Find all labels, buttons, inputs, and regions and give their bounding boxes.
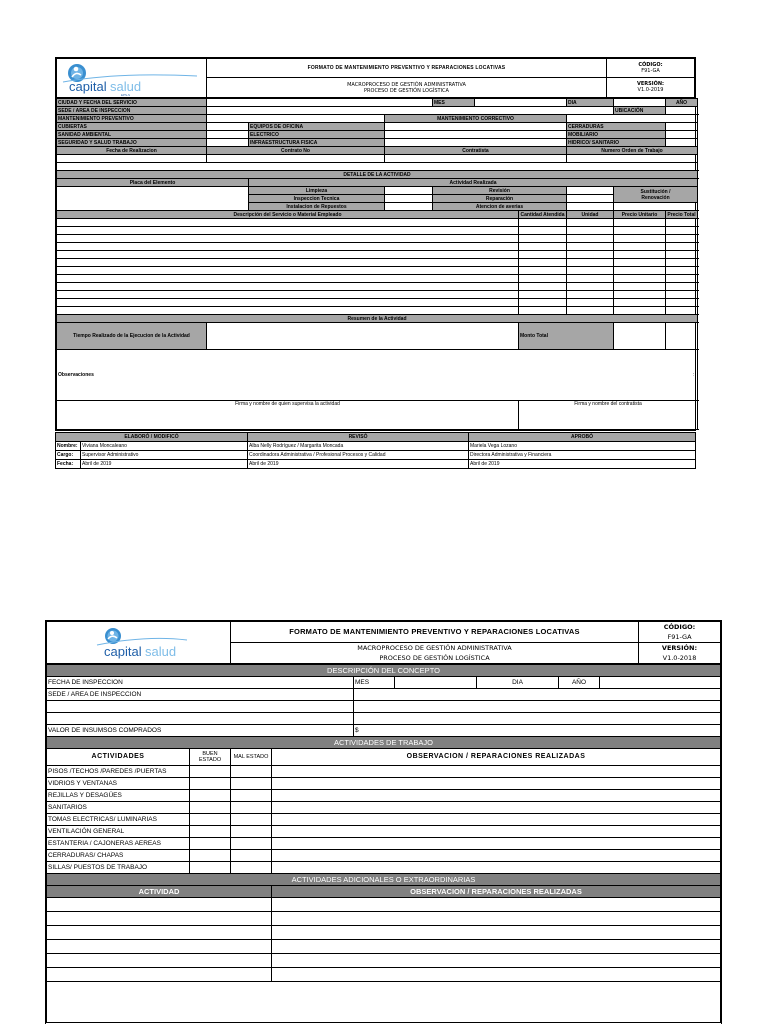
extra-actividad[interactable] (47, 898, 272, 912)
activity-mal[interactable] (231, 826, 272, 838)
label-mobiliario: MOBILIARIO (567, 131, 666, 139)
col-actividad: ACTIVIDAD (47, 886, 272, 898)
extra-observacion[interactable] (272, 940, 721, 954)
item-unidad[interactable] (567, 307, 614, 315)
check-revision[interactable] (567, 187, 614, 195)
item-unidad[interactable] (567, 251, 614, 259)
activity-label: SILLAS/ PUESTOS DE TRABAJO (47, 862, 190, 874)
col-descripcion: Descripción del Servicio o Material Empleado (57, 211, 519, 219)
item-precio-u[interactable] (614, 291, 666, 299)
input-mes[interactable] (475, 99, 567, 107)
item-precio-t[interactable] (666, 283, 698, 291)
proceso-2: PROCESO DE GESTIÓN LOGÍSTICA (379, 654, 490, 662)
label-cargo: Cargo: (56, 451, 81, 460)
check-reparacion[interactable] (567, 195, 614, 203)
item-row (57, 291, 698, 299)
label-placa: Placa del Elemento (57, 179, 249, 187)
item-row (57, 275, 698, 283)
codigo-label-2: CÓDIGO: (663, 623, 696, 631)
activity-mal[interactable] (231, 766, 272, 778)
version-value-2: V1.0-2018 (662, 654, 697, 662)
signoff-reviso: REVISÓ (248, 433, 469, 442)
activity-observacion[interactable] (272, 838, 721, 850)
item-cantidad[interactable] (519, 251, 567, 259)
activity-label: VENTILACIÓN GENERAL (47, 826, 190, 838)
activity-buen[interactable] (190, 778, 231, 790)
activity-mal[interactable] (231, 778, 272, 790)
item-cantidad[interactable] (519, 219, 567, 227)
logo-icon (57, 60, 205, 98)
item-descripcion[interactable] (57, 227, 519, 235)
activity-mal[interactable] (231, 790, 272, 802)
logo-text-salud: salud (110, 79, 142, 94)
label-mant-corr: MANTENIMIENTO CORRECTIVO (385, 115, 567, 123)
input-sede-2[interactable] (354, 689, 721, 701)
form1-code (607, 59, 695, 78)
form1-version (607, 78, 695, 98)
version-label: VERSIÓN: (636, 81, 665, 88)
item-row (57, 227, 698, 235)
activity-label: REJILLAS Y DESAGÜES (47, 790, 190, 802)
label-sanidad: SANIDAD AMBIENTAL (57, 131, 207, 139)
logo-text-eps: EPS-S (121, 93, 131, 97)
activity-label: VIDRIOS Y VENTANAS (47, 778, 190, 790)
extra-row (47, 912, 721, 926)
firma-contratista[interactable]: Firma y nombre del contratista (519, 401, 698, 430)
activity-mal[interactable] (231, 862, 272, 874)
extra-row (47, 940, 721, 954)
label-hidrico: HIDRICO/ SANITARIO (567, 139, 666, 147)
item-descripcion[interactable] (57, 235, 519, 243)
label-dia-2: DIA (477, 677, 559, 689)
extra-row (47, 898, 721, 912)
activity-label: TOMAS ELECTRICAS/ LUMINARIAS (47, 814, 190, 826)
label-mant-prev: MANTENIMIENTO PREVENTIVO (57, 115, 207, 123)
activity-buen[interactable] (190, 826, 231, 838)
form2-body (46, 664, 721, 1023)
form1-logo-cell (57, 59, 207, 98)
label-revision: Revisión (433, 187, 567, 195)
input-ubicacion[interactable] (666, 107, 698, 115)
activity-observacion[interactable] (272, 766, 721, 778)
elaboro-fecha: Abril de 2019 (81, 460, 248, 469)
input-dia[interactable] (614, 99, 666, 107)
extra-row (47, 968, 721, 982)
signoff-elaboro: ELABORÓ / MODIFICÓ (56, 433, 248, 442)
extra-observacion[interactable] (272, 968, 721, 982)
label-anio: AÑO (666, 99, 698, 107)
col-precio-u: Precio Unitario (614, 211, 666, 219)
input-contrato[interactable] (207, 155, 385, 163)
item-row (57, 251, 698, 259)
item-unidad[interactable] (567, 275, 614, 283)
extra-actividad[interactable] (47, 912, 272, 926)
item-unidad[interactable] (567, 219, 614, 227)
item-precio-u[interactable] (614, 235, 666, 243)
check-seguridad[interactable] (207, 139, 249, 147)
input-observaciones[interactable]: Observaciones : (57, 350, 698, 401)
item-precio-u[interactable] (614, 227, 666, 235)
item-row (57, 259, 698, 267)
label-instalacion: Instalacion de Repuestos (249, 203, 385, 211)
extra-row (47, 954, 721, 968)
col-actividades: ACTIVIDADES (47, 749, 190, 766)
check-infra[interactable] (385, 139, 567, 147)
item-cantidad[interactable] (519, 283, 567, 291)
extra-actividad[interactable] (47, 968, 272, 982)
item-cantidad[interactable] (519, 299, 567, 307)
form2-subtitle (231, 643, 639, 664)
extra-observacion[interactable] (272, 898, 721, 912)
col-precio-t: Precio Total (667, 211, 696, 218)
activity-observacion[interactable] (272, 790, 721, 802)
input-contratista[interactable] (385, 155, 567, 163)
label-nombre: Nombre: (56, 442, 81, 451)
activity-label: SANITARIOS (47, 802, 190, 814)
reviso-nombre: Alba Nelly Rodríguez / Margarita Moncada (248, 442, 469, 451)
form2-header (46, 621, 721, 664)
form1-subtitle (207, 78, 607, 98)
activity-mal[interactable] (231, 838, 272, 850)
label-anio-2: AÑO (559, 677, 600, 689)
item-cantidad[interactable] (519, 259, 567, 267)
activity-row (47, 802, 721, 814)
item-precio-t[interactable] (666, 291, 698, 299)
label-orden: Numero Orden de Trabajo (567, 147, 698, 155)
item-row (57, 299, 698, 307)
item-descripcion[interactable] (57, 243, 519, 251)
label-reparacion: Reparación (433, 195, 567, 203)
section-act-adicionales: ACTIVIDADES ADICIONALES O EXTRAORDINARIAS (47, 874, 721, 886)
codigo-value-2: F91-GA (667, 633, 692, 641)
form2-logo-cell (47, 622, 231, 664)
activity-label: PISOS /TECHOS /PAREDES /PUERTAS (47, 766, 190, 778)
label-equipos: EQUIPOS DE OFICINA (249, 123, 385, 131)
input-mes-2[interactable] (395, 677, 477, 689)
item-precio-u[interactable] (614, 299, 666, 307)
label-ciudad: CIUDAD Y FECHA DEL SERVICIO (57, 99, 207, 107)
activity-buen[interactable] (190, 838, 231, 850)
activity-observacion[interactable] (272, 814, 721, 826)
form-maintenance-2018 (45, 620, 722, 1024)
logo-icon-2 (47, 625, 229, 662)
input-monto[interactable] (614, 323, 666, 350)
form2-title: FORMATO DE MANTENIMIENTO PREVENTIVO Y REPARACIONES LOCATIVAS (231, 622, 639, 643)
item-cantidad[interactable] (519, 291, 567, 299)
macroproceso: MACROPROCESO DE GESTIÓN ADMINISTRATIVA (347, 81, 466, 88)
item-row (57, 235, 698, 243)
logo2-text-salud: salud (145, 643, 177, 659)
check-insp-tec[interactable] (385, 195, 433, 203)
capitalsalud-logo (57, 60, 206, 96)
label-atencion: Atencion de averias (433, 203, 567, 211)
item-descripcion[interactable] (57, 267, 519, 275)
aprobo-nombre: Mariela Vega Lozano (469, 442, 696, 451)
label-insp-tec: Inspeccion Tecnica (249, 195, 385, 203)
check-electrico[interactable] (385, 131, 567, 139)
extra-observacion[interactable] (272, 954, 721, 968)
check-limpieza[interactable] (385, 187, 433, 195)
item-precio-t[interactable] (666, 227, 698, 235)
item-precio-t[interactable] (666, 219, 698, 227)
elaboro-cargo: Supervisor Administrativo (81, 451, 248, 460)
activity-mal[interactable] (231, 814, 272, 826)
activity-row (47, 826, 721, 838)
item-descripcion[interactable] (57, 307, 519, 315)
item-unidad[interactable] (567, 235, 614, 243)
item-unidad[interactable] (567, 291, 614, 299)
extra-notes[interactable] (47, 982, 721, 1023)
item-row (57, 307, 698, 315)
item-cantidad[interactable] (519, 307, 567, 315)
label-act-real: Actividad Realizada (249, 179, 698, 187)
activity-row (47, 766, 721, 778)
extra-actividad[interactable] (47, 940, 272, 954)
check-cubiertas[interactable] (207, 123, 249, 131)
section-resumen: Resumen de la Actividad (57, 315, 698, 323)
macroproceso-2: MACROPROCESO DE GESTIÓN ADMINISTRATIVA (357, 644, 512, 652)
label-infra: INFRAESTRUCTURA FISICA (249, 139, 385, 147)
item-precio-u[interactable] (614, 275, 666, 283)
label-ubicacion: UBICACIÓN (614, 107, 666, 115)
label-contratista: Contratista (385, 147, 567, 155)
signoff-table (55, 432, 696, 469)
extra-actividad[interactable] (47, 926, 272, 940)
item-unidad[interactable] (567, 227, 614, 235)
label-cerraduras: CERRADURAS (567, 123, 666, 131)
activity-row (47, 838, 721, 850)
item-precio-t[interactable] (666, 251, 698, 259)
activity-observacion[interactable] (272, 778, 721, 790)
reviso-fecha: Abril de 2019 (248, 460, 469, 469)
item-row (57, 267, 698, 275)
activity-observacion[interactable] (272, 850, 721, 862)
label-sede-2: SEDE / AREA DE INSPECCION (47, 689, 354, 701)
input-tiempo[interactable] (207, 323, 519, 350)
item-unidad[interactable] (567, 283, 614, 291)
form1-body (56, 98, 698, 430)
item-row (57, 283, 698, 291)
item-precio-t[interactable] (666, 307, 698, 315)
label-tiempo: Tiempo Realizado de la Ejecucion de la Actividad (57, 323, 207, 350)
input-anio-2[interactable] (600, 677, 721, 689)
col-observacion-2: OBSERVACION / REPARACIONES REALIZADAS (272, 886, 721, 898)
signoff-aprobo: APROBÓ (469, 433, 696, 442)
label-sustitucion: Sustitución / Renovación (614, 187, 698, 203)
activity-buen[interactable] (190, 814, 231, 826)
item-precio-t[interactable] (666, 243, 698, 251)
item-precio-u[interactable] (614, 251, 666, 259)
label-observaciones: Observaciones (58, 372, 94, 378)
item-precio-t[interactable] (666, 235, 698, 243)
item-unidad[interactable] (567, 267, 614, 275)
activity-mal[interactable] (231, 802, 272, 814)
activity-observacion[interactable] (272, 826, 721, 838)
label-fecha-real: Fecha de Realizacion (57, 147, 207, 155)
label-seguridad: SEGURIDAD Y SALUD TRABAJO (57, 139, 207, 147)
activity-label: ESTANTERIA / CAJONERAS AEREAS (47, 838, 190, 850)
col-observacion: OBSERVACION / REPARACIONES REALIZADAS (272, 749, 721, 766)
item-precio-u[interactable] (614, 307, 666, 315)
codigo-label: CÓDIGO: (638, 62, 663, 68)
activity-observacion[interactable] (272, 802, 721, 814)
item-row (57, 219, 698, 227)
input-valor[interactable]: $ (354, 725, 721, 737)
item-cantidad[interactable] (519, 267, 567, 275)
aprobo-cargo: Directora Administrativa y Financiera (469, 451, 696, 460)
section-desc-concepto: DESCRIPCIÓN DEL CONCEPTO (47, 665, 721, 677)
extra-observacion[interactable] (272, 912, 721, 926)
item-unidad[interactable] (567, 299, 614, 307)
label-contrato: Contrato No (207, 147, 385, 155)
label-monto: Monto Total (519, 323, 614, 350)
check-sanidad[interactable] (207, 131, 249, 139)
proceso: PROCESO DE GESTIÓN LOGÍSTICA (364, 87, 449, 94)
check-instalacion[interactable] (385, 203, 433, 211)
item-unidad[interactable] (567, 259, 614, 267)
elaboro-nombre: Viviana Moncaleano (81, 442, 248, 451)
activity-row (47, 850, 721, 862)
reviso-cargo: Coordinadora Administrativa / Profesional Procesos y Calidad (248, 451, 469, 460)
input-sede[interactable] (207, 107, 614, 115)
version-value: V1.0-2019 (637, 87, 664, 94)
activity-buen[interactable] (190, 766, 231, 778)
activity-buen[interactable] (190, 790, 231, 802)
label-electrico: ELECTRICO (249, 131, 385, 139)
activity-mal[interactable] (231, 850, 272, 862)
extra-row (47, 926, 721, 940)
col-mal-estado: MAL ESTADO (231, 749, 272, 766)
item-descripcion[interactable] (57, 283, 519, 291)
form1-header (56, 58, 695, 98)
extra-actividad[interactable] (47, 954, 272, 968)
item-precio-t[interactable] (666, 267, 698, 275)
label-sede: SEDE / AREA DE INSPECCION (57, 107, 207, 115)
item-precio-u[interactable] (614, 243, 666, 251)
form1-title: FORMATO DE MANTENIMIENTO PREVENTIVO Y REPARACIONES LOCATIVAS (207, 59, 607, 78)
version-label-2: VERSIÓN: (661, 644, 698, 652)
check-hidrico[interactable] (666, 139, 698, 147)
item-descripcion[interactable] (57, 251, 519, 259)
section-act-trabajo: ACTIVIDADES DE TRABAJO (47, 737, 721, 749)
signoff-block (55, 432, 696, 469)
item-descripcion[interactable] (57, 259, 519, 267)
input-placa[interactable] (57, 187, 249, 211)
activity-buen[interactable] (190, 850, 231, 862)
item-descripcion[interactable] (57, 219, 519, 227)
item-precio-u[interactable] (614, 267, 666, 275)
col-buen-estado: BUEN ESTADO (190, 749, 231, 766)
activity-label: CERRADURAS/ CHAPAS (47, 850, 190, 862)
item-cantidad[interactable] (519, 235, 567, 243)
item-precio-t[interactable] (666, 259, 698, 267)
label-limpieza: Limpieza (249, 187, 385, 195)
activity-buen[interactable] (190, 862, 231, 874)
activity-buen[interactable] (190, 802, 231, 814)
item-descripcion[interactable] (57, 291, 519, 299)
col-unidad: Unidad (567, 211, 614, 219)
form2-code (639, 622, 721, 643)
item-cantidad[interactable] (519, 275, 567, 283)
item-precio-u[interactable] (614, 219, 666, 227)
item-cantidad[interactable] (519, 227, 567, 235)
label-mes: MES (433, 99, 475, 107)
section-detalle: DETALLE DE LA ACTIVIDAD (57, 171, 698, 179)
label-dia: DIA (567, 99, 614, 107)
aprobo-fecha: Abril de 2019 (469, 460, 696, 469)
check-cerraduras[interactable] (666, 123, 698, 131)
input-ciudad[interactable] (207, 99, 433, 107)
input-fecha-real[interactable] (57, 155, 207, 163)
check-equipos[interactable] (385, 123, 567, 131)
item-precio-t[interactable] (666, 299, 698, 307)
input-orden[interactable] (567, 155, 698, 163)
activity-row (47, 814, 721, 826)
item-descripcion[interactable] (57, 275, 519, 283)
label-mes-2: MES (354, 677, 395, 689)
activity-row (47, 790, 721, 802)
label-fecha-insp: FECHA DE INSPECCION (47, 677, 354, 689)
logo-text-capital: capital (69, 79, 107, 94)
check-mobiliario[interactable] (666, 131, 698, 139)
item-cantidad[interactable] (519, 243, 567, 251)
label-fecha: Fecha: (56, 460, 81, 469)
codigo-value: F91-GA (641, 68, 660, 74)
activity-row (47, 862, 721, 874)
label-cubiertas: CUBIERTAS (57, 123, 207, 131)
firma-supervisor[interactable]: Firma y nombre de quien supervisa la actividad (57, 401, 519, 430)
item-row (57, 243, 698, 251)
check-atencion[interactable] (567, 203, 614, 211)
capitalsalud-logo-2 (47, 625, 230, 661)
col-cantidad: Cantidad Atendida (519, 211, 567, 219)
logo2-text-capital: capital (104, 643, 142, 659)
item-unidad[interactable] (567, 243, 614, 251)
form2-version (639, 643, 721, 664)
activity-observacion[interactable] (272, 862, 721, 874)
item-precio-u[interactable] (614, 283, 666, 291)
label-valor: VALOR DE INSUMSOS COMPRADOS (47, 725, 354, 737)
form-maintenance-2019 (55, 57, 696, 431)
item-precio-t[interactable] (666, 275, 698, 283)
activity-row (47, 778, 721, 790)
item-precio-u[interactable] (614, 259, 666, 267)
extra-observacion[interactable] (272, 926, 721, 940)
item-descripcion[interactable] (57, 299, 519, 307)
